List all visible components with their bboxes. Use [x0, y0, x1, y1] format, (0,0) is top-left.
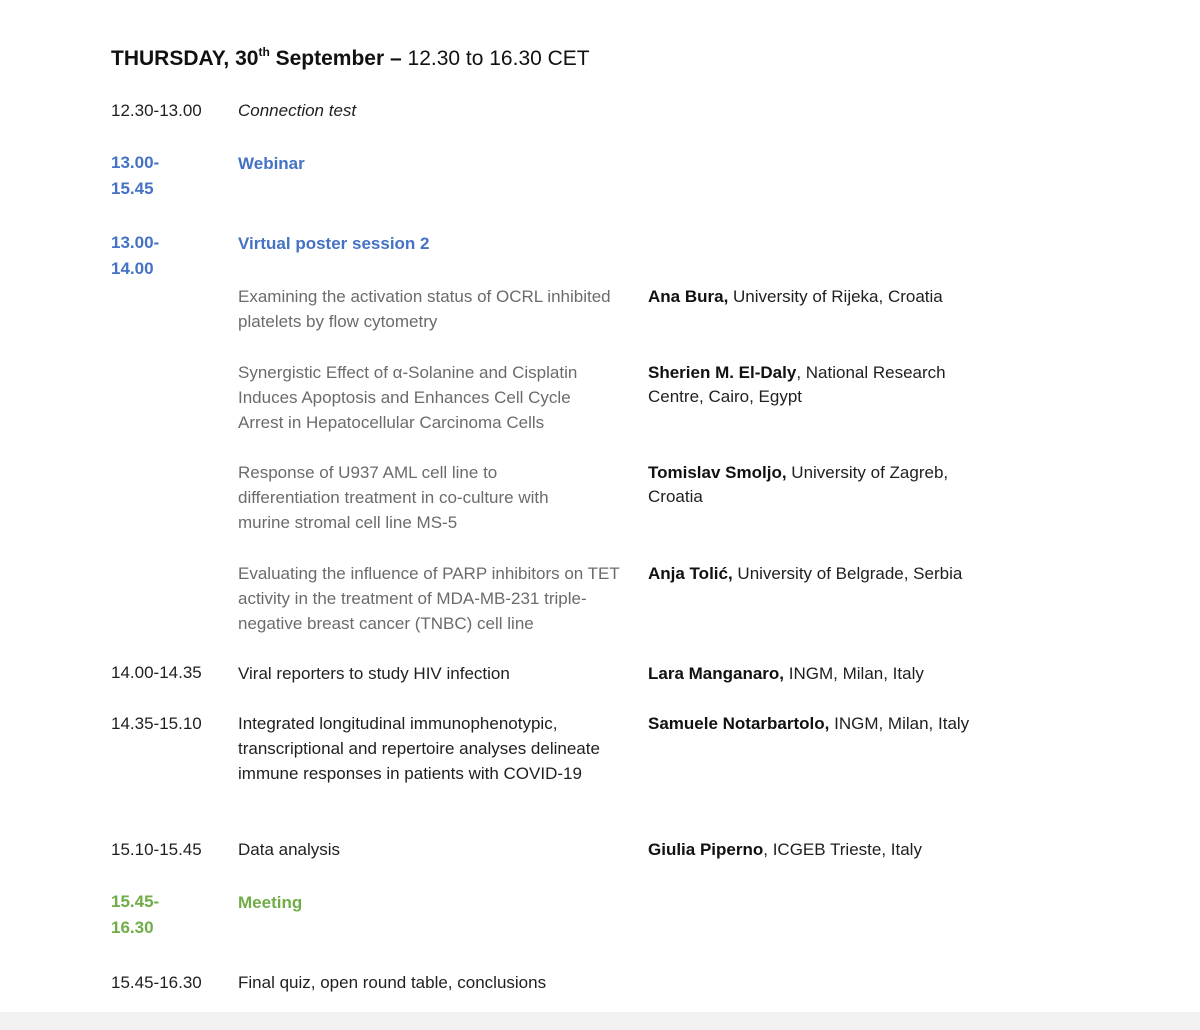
poster-2-title: Synergistic Effect of α-Solanine and Cisplatin Induces Apoptosis and Enhances Cell Cycle Arrest in Hepatocellular Carcinoma Cells [238, 363, 578, 432]
data-analysis-title: Data analysis [238, 840, 341, 859]
poster-3-title: Response of U937 AML cell line to differentiation treatment in co-culture with murine stromal cell line MS-5 [238, 463, 549, 532]
page-bottom-edge [0, 1012, 1200, 1030]
quiz-title: Final quiz, open round table, conclusions [238, 973, 547, 992]
poster-4-title: Evaluating the influence of PARP inhibitors on TET activity in the treatment of MDA-MB-231 triple-negative breast cancer (TNBC) cell line [238, 564, 620, 633]
poster-1-title: Examining the activation status of OCRL inhibited platelets by flow cytometry [238, 287, 611, 331]
viral-speaker-name: Lara Manganaro, [648, 664, 785, 683]
viral-title: Viral reporters to study HIV infection [238, 664, 510, 683]
integrated-title: Integrated longitudinal immunophenotypic, transcriptional and repertoire analyses delineate immune responses in patients with COVID-19 [238, 714, 600, 783]
viral-time: 14.00-14.35 [111, 663, 202, 682]
connection-title: Connection test [238, 101, 357, 120]
poster-3-speaker [648, 461, 983, 509]
viral-affiliation: INGM, Milan, Italy [784, 664, 924, 683]
day-heading [111, 47, 590, 71]
webinar-time: 13.00- 15.45 [111, 153, 160, 198]
data-analysis-affiliation: , ICGEB Trieste, Italy [763, 840, 922, 859]
poster-session-time: 13.00- 14.00 [111, 233, 160, 278]
poster-4-speaker-name: Anja Tolić, [648, 564, 733, 583]
poster-4-speaker [648, 562, 988, 586]
integrated-speaker-name: Samuele Notarbartolo, [648, 714, 830, 733]
integrated-time: 14.35-15.10 [111, 714, 202, 733]
connection-time: 12.30-13.00 [111, 101, 202, 120]
poster-1-speaker [648, 285, 988, 309]
poster-1-affiliation: University of Rijeka, Croatia [728, 287, 943, 306]
webinar-title: Webinar [238, 154, 305, 173]
heading-day: THURSDAY, 30 [111, 47, 259, 70]
meeting-time: 15.45- 16.30 [111, 892, 160, 937]
heading-time-range: 12.30 to 16.30 CET [407, 47, 590, 70]
poster-2-speaker [648, 361, 983, 409]
data-analysis-speaker-name: Giulia Piperno [648, 840, 764, 859]
data-analysis-speaker [648, 838, 988, 862]
quiz-time: 15.45-16.30 [111, 973, 202, 992]
data-analysis-time: 15.10-15.45 [111, 840, 202, 859]
poster-2-speaker-name: Sherien M. El-Daly [648, 363, 797, 382]
heading-day-suffix: th [258, 45, 270, 59]
viral-speaker [648, 662, 988, 686]
poster-session-title: Virtual poster session 2 [238, 234, 430, 253]
integrated-affiliation: INGM, Milan, Italy [829, 714, 970, 733]
poster-4-affiliation: University of Belgrade, Serbia [732, 564, 963, 583]
poster-3-affiliation: University of Zagreb, Croatia [648, 463, 949, 506]
integrated-speaker [648, 712, 1008, 736]
poster-3-speaker-name: Tomislav Smoljo, [648, 463, 787, 482]
poster-2-affiliation: , National Research Centre, Cairo, Egypt [648, 363, 946, 406]
poster-1-speaker-name: Ana Bura, [648, 287, 729, 306]
heading-month: September – [269, 47, 408, 70]
meeting-title: Meeting [238, 893, 303, 912]
